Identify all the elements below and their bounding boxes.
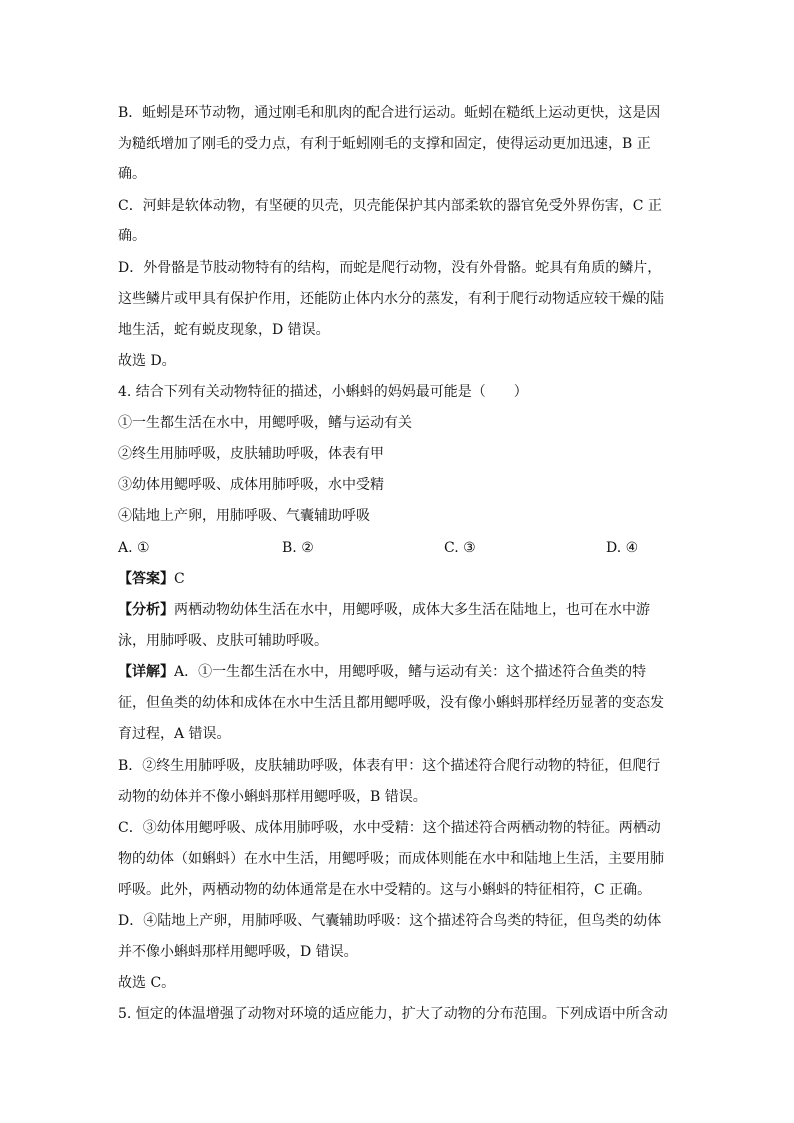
q4-answer-line [118, 569, 185, 589]
answer-tag: 【答案】 [118, 571, 174, 587]
q4-detail-d-line-2: 并不像小蝌蚪那样用鳃呼吸，D 错误。 [118, 944, 358, 960]
q4-option-a: A. ① [118, 540, 150, 556]
q4-detail-b-line-1: B．②终生用肺呼吸，皮肤辅助呼吸，体表有甲：这个描述符合爬行动物的特征，但爬行 [118, 758, 661, 774]
q4-item-2: ②终生用肺呼吸，皮肤辅助呼吸，体表有甲 [118, 446, 384, 462]
q4-detail-a-line-1 [118, 662, 646, 682]
detail-tag: 【详解】 [118, 664, 174, 680]
q4-detail-a-line-2: 征，但鱼类的幼体和成体在水中生活且都用鳃呼吸，没有像小蝌蚪那样经历显著的变态发 [118, 695, 664, 711]
q4-detail-c-line-1: C．③幼体用鳃呼吸、成体用肺呼吸，水中受精：这个描述符合两栖动物的特征。两栖动 [118, 820, 661, 836]
q4-item-3: ③幼体用鳃呼吸、成体用肺呼吸，水中受精 [118, 477, 384, 493]
q4-detail-a-line-3: 育过程，A 错误。 [118, 726, 231, 742]
q4-option-d: D. ④ [606, 540, 639, 556]
detail-a-text: A．①一生都生活在水中，用鳃呼吸，鳍与运动有关：这个描述符合鱼类的特 [174, 664, 647, 680]
q4-analysis-line-1 [118, 600, 650, 620]
q3-option-d-line-2: 这些鳞片或甲具有保护作用，还能防止体内水分的蒸发，有利于爬行动物适应较干燥的陆 [118, 291, 664, 307]
q3-option-b-line-2: 为糙纸增加了刚毛的受力点，有利于蚯蚓刚毛的支撑和固定，使得运动更加迅速，B 正 [118, 136, 651, 152]
analysis-tag: 【分析】 [118, 602, 174, 618]
q4-final-answer: 故选 C。 [118, 975, 176, 991]
q4-stem: 4. 结合下列有关动物特征的描述，小蝌蚪的妈妈最可能是（ ） [118, 384, 528, 400]
q4-option-c: C. ③ [444, 540, 476, 556]
q4-analysis-line-2: 泳，用肺呼吸、皮肤可辅助呼吸。 [118, 633, 328, 649]
q4-detail-c-line-3: 呼吸。此外，两栖动物的幼体通常是在水中受精的。这与小蝌蚪的特征相符，C 正确。 [118, 882, 652, 898]
q4-item-4: ④陆地上产卵，用肺呼吸、气囊辅助呼吸 [118, 508, 370, 524]
q3-option-d-line-3: 地生活，蛇有蜕皮现象，D 错误。 [118, 322, 330, 338]
q3-option-c-line-1: C．河蚌是软体动物，有坚硬的贝壳，贝壳能保护其内部柔软的器官免受外界伤害，C 正 [118, 198, 662, 214]
q4-option-b: B. ② [282, 540, 314, 556]
q3-option-b-line-3: 确。 [118, 166, 146, 182]
q3-option-b-line-1: B．蚯蚓是环节动物，通过刚毛和肌肉的配合进行运动。蚯蚓在糙纸上运动更快，这是因 [118, 105, 661, 121]
q4-item-1: ①一生都生活在水中，用鳃呼吸，鳍与运动有关 [118, 415, 412, 431]
analysis-text: 两栖动物幼体生活在水中，用鳃呼吸，成体大多生活在陆地上，也可在水中游 [174, 602, 650, 618]
q3-final-answer: 故选 D。 [118, 353, 176, 369]
q4-detail-b-line-2: 动物的幼体并不像小蝌蚪那样用鳃呼吸，B 错误。 [118, 789, 427, 805]
answer-value: C [174, 571, 185, 587]
q4-detail-c-line-2: 物的幼体（如蝌蚪）在水中生活，用鳃呼吸；而成体则能在水中和陆地上生活，主要用肺 [118, 851, 664, 867]
q4-detail-d-line-1: D．④陆地上产卵，用肺呼吸、气囊辅助呼吸：这个描述符合鸟类的特征，但鸟类的幼体 [118, 913, 662, 929]
q3-option-d-line-1: D．外骨骼是节肢动物特有的结构，而蛇是爬行动物，没有外骨骼。蛇具有角质的鳞片， [118, 260, 662, 276]
q5-stem: 5. 恒定的体温增强了动物对环境的适应能力，扩大了动物的分布范围。下列成语中所含动 [118, 1006, 668, 1022]
q3-option-c-line-2: 确。 [118, 228, 146, 244]
